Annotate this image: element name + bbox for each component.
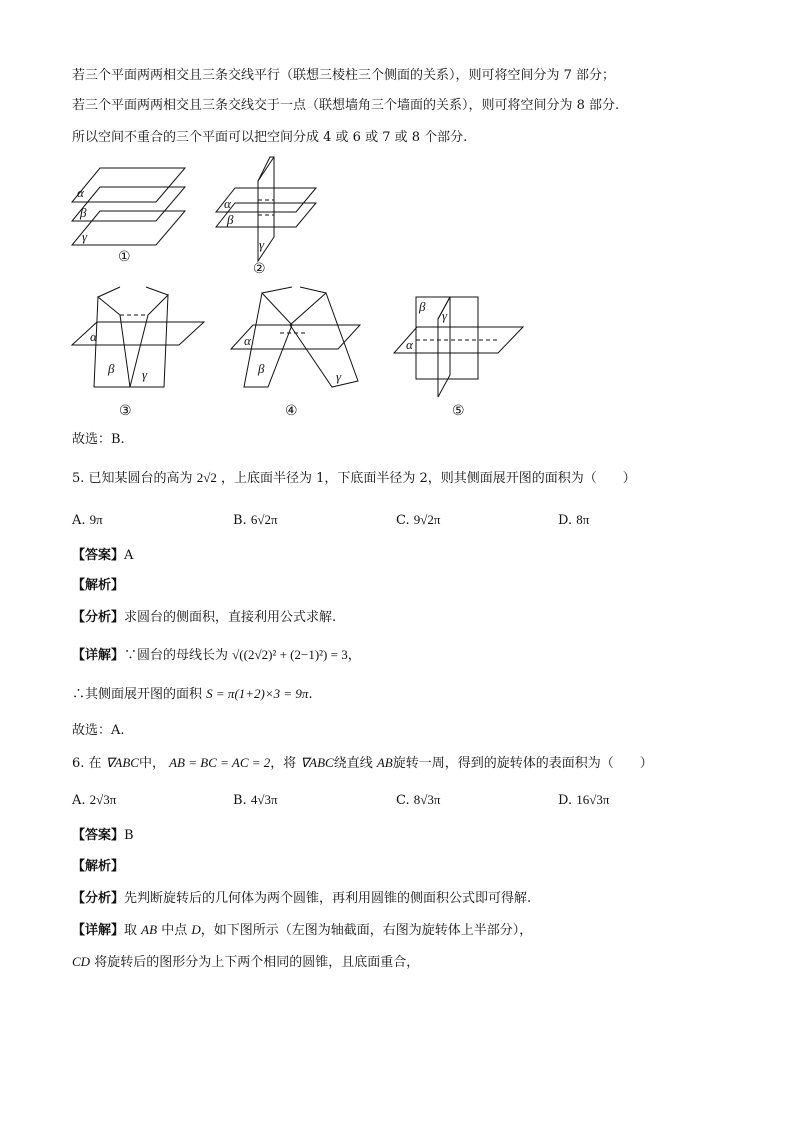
q5-stem	[72, 468, 636, 489]
fig3-beta: β	[108, 361, 115, 376]
fig1-label: ①	[118, 249, 131, 265]
q5-option-a-value: 9π	[89, 512, 103, 527]
q6-analysis-tag	[72, 857, 124, 877]
q6-answer-tag: 【答案】	[72, 828, 125, 843]
figure-3-planes-common-line	[70, 285, 210, 395]
fig5-beta: β	[419, 299, 426, 314]
q5-detail-prefix: ∵圆台的母线长为	[124, 648, 229, 663]
q5-option-c[interactable]	[396, 510, 440, 531]
q5-option-b[interactable]	[233, 510, 278, 531]
q6-fenxi-text: 先判断旋转后的几何体为两个圆锥，再利用圆锥的侧面积公式即可得解.	[124, 891, 532, 906]
intro-line-1: 若三个平面两两相交且三条交线平行（联想三棱柱三个侧面的关系），则可将空间分为 7 部分；	[72, 68, 616, 83]
fig2-label: ②	[253, 261, 266, 277]
q6-detail-ab: AB	[141, 922, 158, 937]
q4-choose: 故选：B.	[72, 432, 125, 447]
q6-option-a-label: A.	[72, 793, 86, 808]
q6-fenxi-tag: 【分析】	[72, 891, 125, 906]
fig4-label: ④	[285, 403, 298, 419]
q5-answer	[72, 546, 133, 566]
figure-4-three-planes-intersecting-lines	[228, 285, 368, 395]
q6-suffix: 旋转一周，得到的旋转体的表面积为（ ）	[392, 756, 653, 771]
figure-1-parallel-planes	[70, 165, 190, 250]
q6-option-c-label: C.	[396, 793, 410, 808]
fig5-alpha: α	[406, 337, 413, 352]
q6-option-d-label: D.	[558, 793, 573, 808]
q5-option-c-label: C.	[396, 513, 410, 528]
q5-analysis-tag	[72, 576, 124, 596]
q5-detail-suffix: ，	[347, 648, 361, 663]
q6-mid2: ，将	[270, 756, 297, 771]
q5-option-c-value: 9√2π	[413, 512, 441, 527]
q6-option-a[interactable]	[72, 790, 116, 811]
q5-prefix: 5. 已知某圆台的高为	[72, 471, 193, 486]
q5-area-prefix: ∴其侧面展开图的面积	[72, 687, 203, 702]
q6-answer	[72, 826, 134, 846]
q6-detail-b: 中点	[161, 923, 188, 938]
figure-5-mutually-perpendicular-planes	[392, 295, 527, 403]
q5-answer-value: A	[124, 548, 134, 563]
q5-option-d-label: D.	[558, 513, 573, 528]
q5-detail-formula: √((2√2)² + (2−1)²) = 3	[232, 647, 348, 662]
q6-triangle-2: ∇ABC	[300, 755, 334, 770]
q6-condition: AB = BC = AC = 2	[169, 755, 271, 770]
q5-area-formula: S = π(1+2)×3 = 9π	[206, 686, 309, 701]
q5-detail-tag: 【详解】	[72, 648, 125, 663]
fig4-beta: β	[258, 361, 265, 376]
q6-analysis-label: 【解析】	[72, 859, 125, 874]
fig3-gamma: γ	[142, 367, 148, 382]
fig2-gamma: γ	[259, 237, 265, 252]
fig4-gamma: γ	[336, 369, 342, 384]
q6-mid3: 绕直线	[333, 756, 373, 771]
q6-option-b[interactable]	[233, 790, 278, 811]
q5-option-d[interactable]	[558, 510, 589, 531]
q6-last-line	[72, 952, 419, 973]
q5-option-b-value: 6√2π	[250, 512, 278, 527]
q5-detail	[72, 645, 361, 666]
q5-suffix: ，上底面半径为 1，下底面半径为 2，则其侧面展开图的面积为（ ）	[220, 471, 636, 486]
fig2-alpha: α	[224, 196, 231, 211]
q6-option-b-value: 4√3π	[250, 792, 278, 807]
q5-area-suffix: .	[308, 687, 313, 702]
q6-detail-a: 取	[124, 923, 138, 938]
q6-mid1: 中，	[138, 756, 165, 771]
q5-option-d-value: 8π	[576, 512, 590, 527]
q5-analysis-label: 【解析】	[72, 578, 125, 593]
q6-option-d-value: 16√3π	[576, 792, 610, 807]
q5-option-b-label: B.	[233, 513, 247, 528]
q6-fenxi	[72, 889, 531, 909]
q5-fenxi	[72, 608, 336, 628]
fig1-beta: β	[80, 205, 87, 220]
q5-option-a[interactable]	[72, 510, 103, 531]
q6-answer-value: B	[124, 828, 134, 843]
q5-height: 2√2	[196, 470, 217, 485]
q5-fenxi-tag: 【分析】	[72, 610, 125, 625]
q6-last-cd: CD	[72, 954, 91, 969]
q6-triangle: ∇ABC	[105, 755, 139, 770]
q5-area	[72, 684, 313, 705]
q5-option-a-label: A.	[72, 513, 86, 528]
q5-choose: 故选：A.	[72, 723, 125, 738]
fig3-label: ③	[119, 403, 132, 419]
fig4-alpha: α	[244, 333, 251, 348]
fig1-alpha: α	[77, 185, 84, 200]
q6-detail	[72, 920, 532, 941]
intro-line-3: 所以空间不重合的三个平面可以把空间分成 4 或 6 或 7 或 8 个部分.	[72, 130, 468, 145]
intro-line-2: 若三个平面两两相交且三条交线交于一点（联想墙角三个墙面的关系），则可将空间分为 8 部分.	[72, 98, 620, 113]
fig3-alpha: α	[90, 329, 97, 344]
q6-stem	[72, 753, 653, 774]
q6-option-c-value: 8√3π	[413, 792, 441, 807]
q6-detail-d: D	[191, 922, 201, 937]
q5-fenxi-text: 求圆台的侧面积，直接利用公式求解.	[124, 610, 337, 625]
q6-axis: AB	[376, 755, 393, 770]
q6-detail-tag: 【详解】	[72, 923, 125, 938]
q5-answer-tag: 【答案】	[72, 548, 125, 563]
q6-option-d[interactable]	[558, 790, 609, 811]
fig5-label: ⑤	[452, 403, 465, 419]
fig2-beta: β	[227, 212, 234, 227]
fig5-gamma: γ	[442, 308, 448, 323]
q6-option-b-label: B.	[233, 793, 247, 808]
fig1-gamma: γ	[82, 229, 88, 244]
q6-option-a-value: 2√3π	[89, 792, 117, 807]
q6-option-c[interactable]	[396, 790, 440, 811]
q6-detail-c: ，如下图所示（左图为轴截面，右图为旋转体上半部分），	[200, 923, 533, 938]
q6-last-text: 将旋转后的图形分为上下两个相同的圆锥，且底面重合，	[94, 955, 420, 970]
q6-prefix: 6. 在	[72, 756, 102, 771]
figure-2-two-parallel-one-crossing	[212, 155, 327, 263]
